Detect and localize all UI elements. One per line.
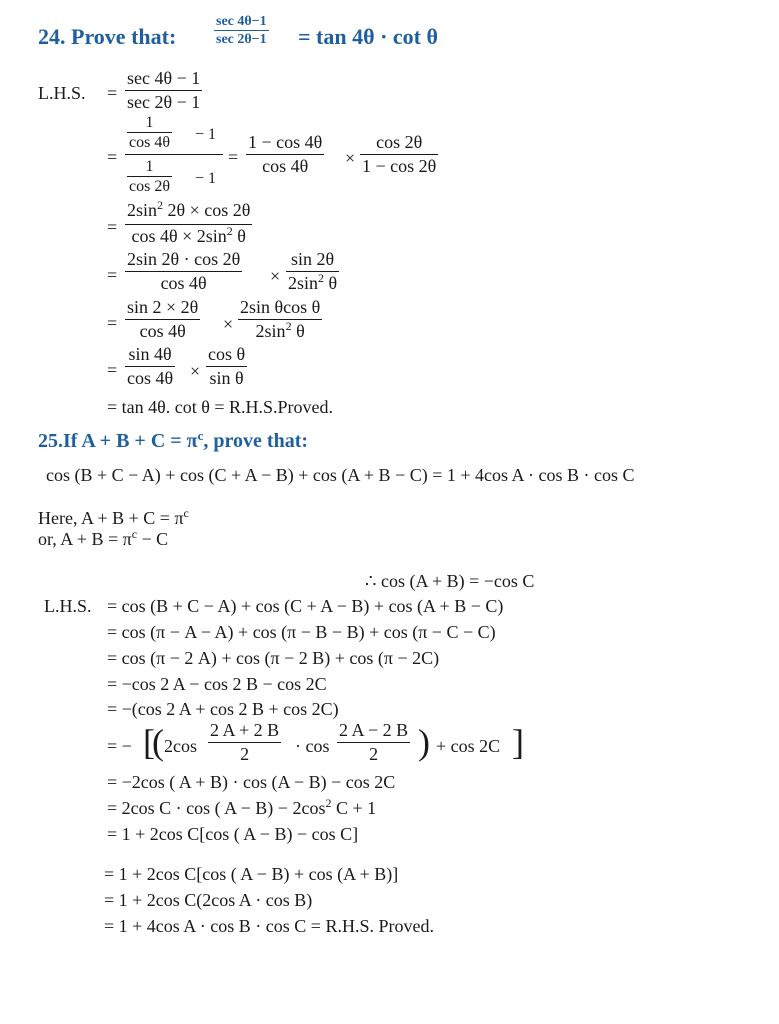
q25-line-3: = cos (π − 2 A) + cos (π − 2 B) + cos (π − 2C) [107,648,440,668]
q24-title-denominator: sec 2θ−1 [216,32,267,47]
q25-line-1: = cos (B + C − A) + cos (C + A − B) + cos (A + B − C) [107,596,504,616]
equals-sign: = [107,147,118,167]
equals-sign: = [228,147,239,167]
times-sign: × [345,148,356,168]
q24-step4-fraction2: sin 2θ $2\sin^2$ θ [288,249,338,293]
q24-step4-fraction1: 2sin 2θ · cos 2θ cos 4θ [127,249,241,293]
q24-title-prefix: 24. Prove that: [38,24,177,49]
equals-sign: = [107,265,118,285]
q25-line-11: = 1 + 2cos C(2cos A · cos B) [104,890,313,910]
q25-line-12: = 1 + 4cos A · cos B · cos C = R.H.S. Proved. [104,916,434,936]
q24-title-fraction [214,14,269,47]
q25-given-rearranged: or, $A + B = \pi^c - C$ [38,527,169,549]
q24-final-line: = tan 4θ. cot θ = R.H.S.Proved. [107,397,334,417]
q24-step2-fraction2: 1 − cos 4θ cos 4θ [248,132,323,176]
right-square-bracket: ] [512,722,524,762]
q24-step5-fraction2: 2sin θcos θ $2\sin^2$ θ [240,297,321,341]
times-sign: × [190,361,201,381]
q24-title-numerator: sec 4θ−1 [216,14,267,29]
right-paren: ) [418,722,430,762]
q25-title: 25.If $A + B + C = \pi^c$, prove that: [38,428,309,452]
q25-therefore-note: ∴ cos (A + B) = −cos C [365,571,535,591]
equals-sign: = [107,313,118,333]
equals-sign: = [107,83,118,103]
q24-step3-fraction: $2\sin^2$ 2θ × cos 2θ $\cos 4\theta \times 2\sin^2$ θ [127,198,251,246]
equals-sign: = [107,360,118,380]
q24-title-rhs: = tan 4θ · cot θ [298,24,438,49]
q25-line-9: = 1 + 2cos C[cos ( A − B) − cos C] [107,824,359,844]
q24-step6-fraction2: cos θ sin θ [208,344,246,388]
equals-sign: = [107,217,118,237]
q25-lhs-label: L.H.S. [44,596,92,616]
q25-line-8: = 2cos C · cos ( $A - B) - 2\cos^2$ C + 1 [107,796,377,818]
times-sign: × [270,266,281,286]
times-sign: × [223,314,234,334]
q25-line-4: = −cos 2 A − cos 2 B − cos 2C [107,674,327,694]
left-paren: ( [152,722,164,762]
q25-line6-fraction1: 2 A + 2 B 2 [210,720,280,764]
q25-line-10: = 1 + 2cos C[cos ( A − B) + cos (A + B)] [104,864,399,884]
q24-step2-fraction3: cos 2θ 1 − cos 2θ [362,132,437,176]
q25-statement: cos (B + C − A) + cos (C + A − B) + cos (A + B − C) = 1 + 4cos A · cos B · cos C [46,465,635,485]
q25-given: Here, $A + B + C = \pi^c$ [38,506,189,528]
q24-step5-fraction1: sin 2 × 2θ cos 4θ [127,297,199,341]
q24-lhs-label: L.H.S. [38,83,86,103]
q24-step1-fraction: sec 4θ − 1 sec 2θ − 1 [127,68,201,112]
q25-line-5: = −(cos 2 A + cos 2 B + cos 2C) [107,699,339,719]
left-square-bracket: [ [143,722,155,762]
q24-step6-fraction1: sin 4θ cos 4θ [127,344,174,388]
q25-line6-fraction2: 2 A − 2 B 2 [339,720,409,764]
q25-line-7: = −2cos ( A + B) · cos (A − B) − cos 2C [107,772,396,792]
q25-line-2: = cos (π − A − A) + cos (π − B − B) + cos (π − C − C) [107,622,496,642]
